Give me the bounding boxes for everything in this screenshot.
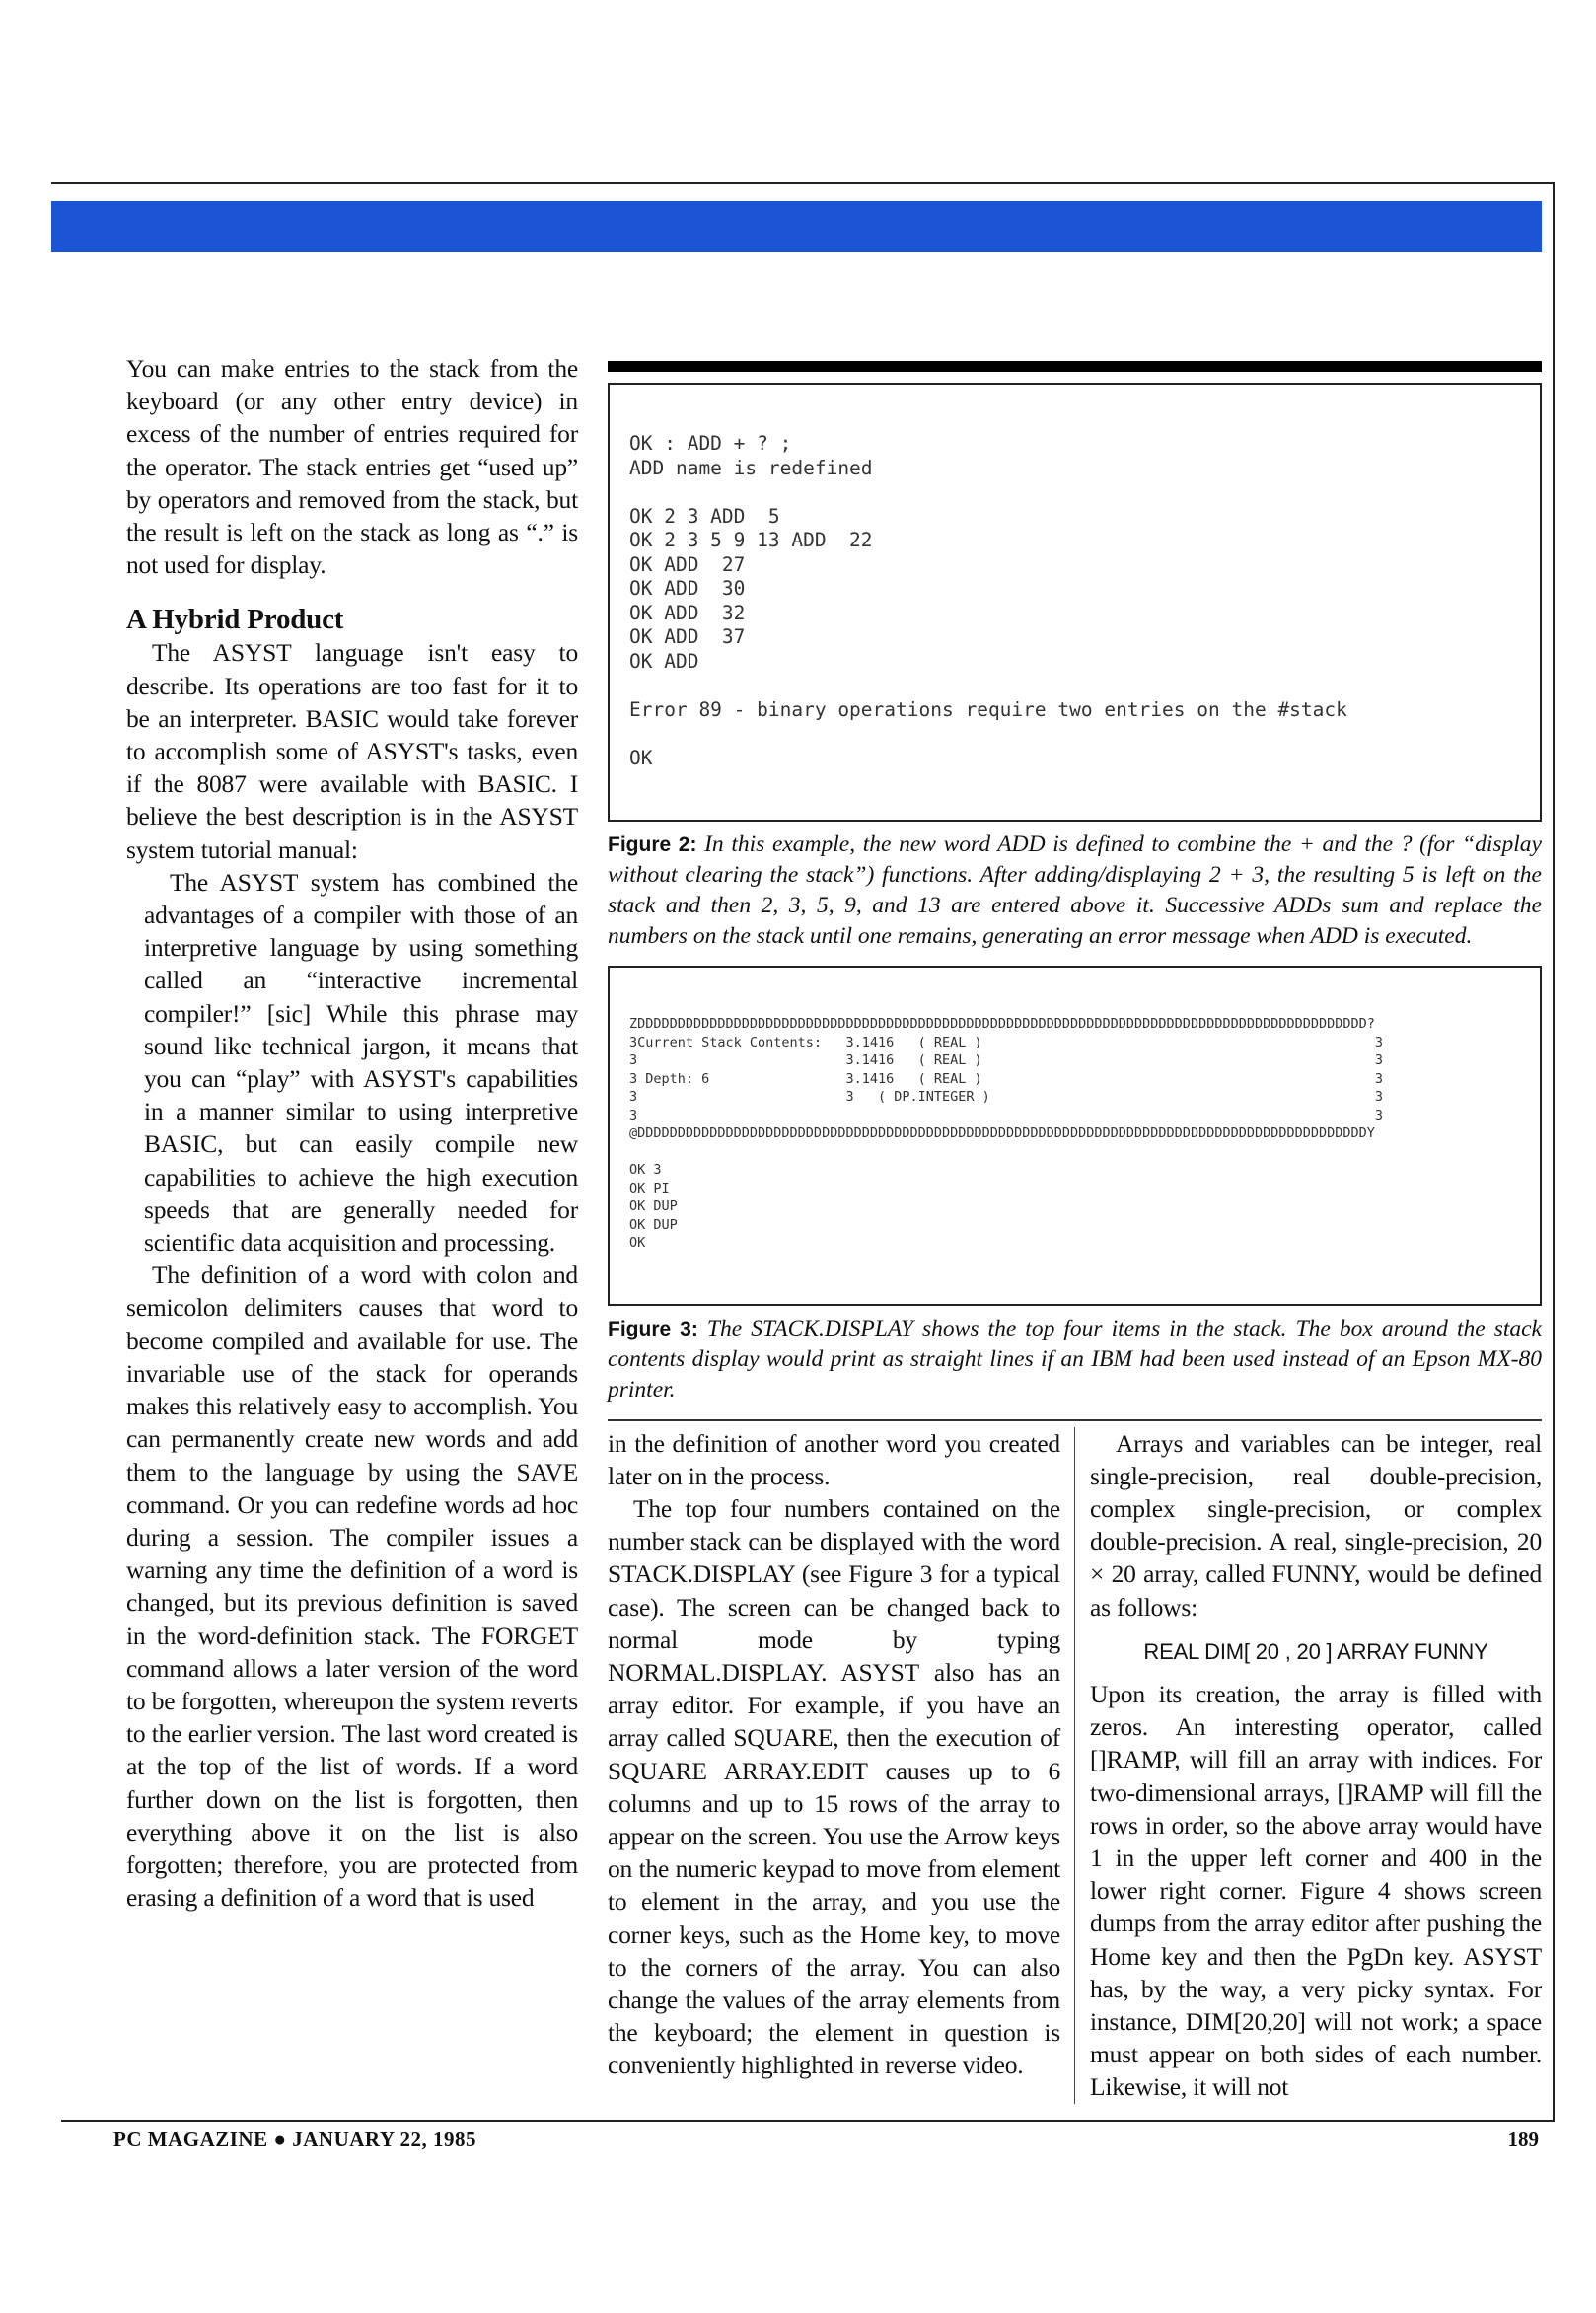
paragraph: The top four numbers contained on the number stack can be displayed with the word STACK.DISPLAY (see Figure 3 for a typical case). The screen can be changed back to normal mode by typing NORMAL.DISPLAY. ASYST also has an array editor. For example, if you have an array called SQUARE, then the execution of SQUARE ARRAY.EDIT causes up to 6 columns and up to 15 rows of the array to appear on the screen. You use the Arrow keys on the numeric keypad to move from element to element in the array, and you use the corner keys, such as the Home key, to move to the corners of the array. You can also change the values of the array elements from the keyboard; the element in question is conveniently highlighted in reverse video. bbox=[608, 1493, 1060, 2080]
figure-3-caption bbox=[608, 1314, 1542, 1406]
code-line: ZDDDDDDDDDDDDDDDDDDDDDDDDDDDDDDDDDDDDDDDDDDDDDDDDDDDDDDDDDDDDDDDDDDDDDDDDDDDDDDDDDDDDDDDDDDD? bbox=[629, 1016, 1375, 1032]
code-line: OK bbox=[629, 1235, 646, 1251]
code-line: OK PI bbox=[629, 1180, 670, 1196]
divider bbox=[608, 1419, 1542, 1421]
code-line: OK DUP bbox=[629, 1198, 678, 1214]
paragraph: Arrays and variables can be integer, real single-precision, real double-precision, complex single-precision, or complex double-precision. A real, single-precision, 20 × 20 array, called FUNNY, would be defined as follows: bbox=[1090, 1428, 1542, 1622]
header-color-bar bbox=[51, 201, 1542, 252]
right-area bbox=[608, 352, 1542, 2104]
publication-footer: PC MAGAZINE ● JANUARY 22, 1985 bbox=[113, 2127, 476, 2151]
caption-label: Figure 3: bbox=[608, 1317, 698, 1340]
code-line: Error 89 - binary operations require two entries on the #stack bbox=[629, 697, 1347, 721]
code-line: @DDDDDDDDDDDDDDDDDDDDDDDDDDDDDDDDDDDDDDDDDDDDDDDDDDDDDDDDDDDDDDDDDDDDDDDDDDDDDDDDDDDDDDDDDDDY bbox=[629, 1125, 1375, 1141]
code-line: OK ADD 27 bbox=[629, 552, 746, 576]
code-line bbox=[610, 1143, 1540, 1162]
paragraph: The ASYST language isn't easy to describe. Its operations are too fast for it to be an interpreter. BASIC would take forever to accomplish some of ASYST's tasks, even if the 8087 were available with BASIC. I believe the best description is in the ASYST system tutorial manual: bbox=[126, 638, 578, 864]
code-line: OK 2 3 ADD 5 bbox=[629, 504, 780, 528]
code-line: OK 3 bbox=[629, 1162, 662, 1178]
code-line: 3 3 bbox=[629, 1107, 1384, 1123]
code-line: OK : ADD + ? ; bbox=[629, 432, 792, 455]
code-listing bbox=[610, 1015, 1540, 1253]
page-frame bbox=[51, 182, 1555, 2120]
quotation: The ASYST system has combined the advantages of a compiler with those of an interpretive language by using something called an “interactive incremental compiler!” [sic] While this phrase may sound like technical jargon, it means that you can “play” with ASYST's capabilities in a manner similar to using interpretive BASIC, but can easily compile new capabilities to achieve the high execution speeds that are generally needed for scientific data acquisition and processing. bbox=[144, 867, 578, 1258]
middle-column bbox=[608, 1427, 1075, 2104]
section-heading: A Hybrid Product bbox=[126, 604, 344, 636]
code-line: OK ADD 32 bbox=[629, 601, 746, 624]
right-column bbox=[1090, 1427, 1542, 2104]
code-line: ADD name is redefined bbox=[629, 456, 873, 479]
code-line: OK ADD bbox=[629, 649, 699, 673]
left-column bbox=[126, 352, 578, 1914]
code-line: OK ADD 30 bbox=[629, 577, 746, 600]
code-line: OK 2 3 5 9 13 ADD 22 bbox=[629, 529, 873, 551]
figure-bar bbox=[608, 361, 1542, 372]
article-body bbox=[51, 352, 1553, 2120]
code-line: 3Current Stack Contents: 3.1416 ( REAL ) 3 bbox=[629, 1034, 1384, 1050]
caption-text: The STACK.DISPLAY shows the top four items in the stack. The box around the stack contents display would print as straight lines if an IBM had been used instead of an Epson MX-80 printer. bbox=[608, 1315, 1542, 1403]
code-line: 3 3.1416 ( REAL ) 3 bbox=[629, 1052, 1384, 1068]
code-line: 3 Depth: 6 3.1416 ( REAL ) 3 bbox=[629, 1070, 1384, 1087]
code-line: OK DUP bbox=[629, 1216, 678, 1233]
code-line bbox=[610, 674, 1540, 698]
caption-text: In this example, the new word ADD is defined to combine the + and the ? (for “display without clearing the stack”) functions. After adding/displaying 2 + 3, the resulting 5 is left on the stack and then 2, 3, 5, 9, and 13 are entered above it. Successive ADDs sum and replace the numbers on the stack until one remains, generating an error message when ADD is executed. bbox=[608, 831, 1542, 949]
code-line: 3 3 ( DP.INTEGER ) 3 bbox=[629, 1089, 1384, 1105]
caption-label: Figure 2: bbox=[608, 833, 697, 856]
paragraph: The definition of a word with colon and semicolon delimiters causes that word to become compiled and available for use. The invariable use of the stack for operands makes this relatively easy to accomplish. You can permanently create new words and add them to the language by using the SAVE command. Or you can redefine words ad hoc during a session. The compiler issues a warning any time the definition of a word is changed, but its previous definition is saved in the word-definition stack. The FORGET command allows a later version of the word to be forgotten, whereupon the system reverts to the earlier version. The last word created is at the top of the list of words. If a word further down on the list is forgotten, then everything above it on the list is also forgotten; therefore, you are protected from erasing a definition of a word that is used bbox=[126, 1261, 578, 1913]
figure-2-caption bbox=[608, 830, 1542, 952]
code-line bbox=[610, 480, 1540, 505]
page-number: 189 bbox=[1507, 2127, 1539, 2151]
figure-3-screen bbox=[608, 966, 1542, 1306]
figure-2-screen bbox=[608, 383, 1542, 822]
code-example: REAL DIM[ 20 , 20 ] ARRAY FUNNY bbox=[1143, 1638, 1488, 1664]
paragraph: in the definition of another word you created later on in the process. bbox=[608, 1428, 1060, 1490]
code-line: OK bbox=[629, 746, 653, 769]
paragraph: Upon its creation, the array is filled with zeros. An interesting operator, called []RAMP, will fill an array with indices. For two-dimensional arrays, []RAMP will fill the rows in order, so the above array would have 1 in the upper left corner and 400 in the lower right corner. Figure 4 shows screen dumps from the array editor after pushing the Home key and then the PgDn key. ASYST has, by the way, a very picky syntax. For instance, DIM[20,20] will not work; a space must appear on both sides of each number. Likewise, it will not bbox=[1090, 1679, 1542, 2102]
code-line: OK ADD 37 bbox=[629, 625, 746, 648]
lower-columns bbox=[608, 1427, 1542, 2104]
paragraph: You can make entries to the stack from the keyboard (or any other entry device) in excess of the number of entries required for the operator. The stack entries get “used up” by operators and removed from the stack, but the result is left on the stack as long as “.” is not used for display. bbox=[126, 354, 578, 580]
page-footer bbox=[61, 2120, 1555, 2152]
code-listing bbox=[610, 432, 1540, 770]
code-line bbox=[610, 722, 1540, 747]
